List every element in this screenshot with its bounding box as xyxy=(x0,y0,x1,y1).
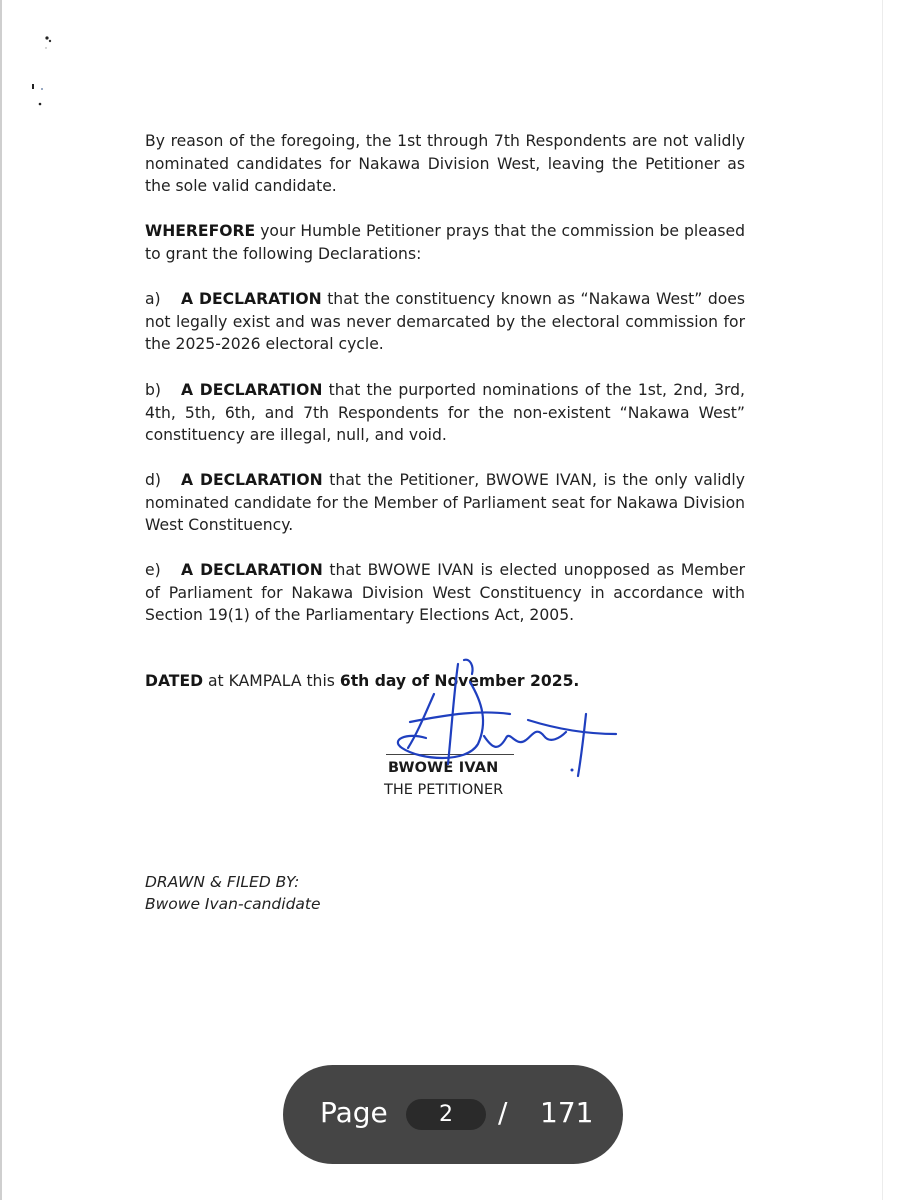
dated-date: 6th day of November 2025. xyxy=(339,672,580,690)
declaration-label: b) xyxy=(145,381,161,399)
declaration-e xyxy=(145,559,745,627)
paragraph-foregoing: By reason of the foregoing, the 1st through 7th Respondents are not validly nominated candidates for Nakawa Division West, leaving the Petitioner as the sole valid candidate. xyxy=(145,132,745,196)
declaration-bold: A DECLARATION xyxy=(181,561,323,579)
declaration-label: d) xyxy=(145,471,161,489)
page-navigator xyxy=(283,1065,623,1164)
declaration-label: e) xyxy=(145,561,161,579)
declaration-text: that the purported nominations of the 1st, 2nd, 3rd, 4th, 5th, 6th, and 7th Respondents for the non-existent “Nakawa West” constituency are illegal, null, and void. xyxy=(145,381,745,445)
declaration-text: that BWOWE IVAN is elected unopposed as Member of Parliament for Nakawa Division West Constituency in accordance with Section 19(1) of the Parliamentary Elections Act, 2005. xyxy=(145,561,745,625)
signatory-role: THE PETITIONER xyxy=(384,782,504,798)
total-pages: 171 xyxy=(540,1096,594,1129)
declaration-bold: A DECLARATION xyxy=(181,290,322,308)
page-label: Page xyxy=(320,1096,388,1129)
dated-text: at KAMPALA this xyxy=(203,672,340,690)
declaration-text: that the constituency known as “Nakawa West” does not legally exist and was never demarcated by the electoral commission for the 2025-2026 electoral cycle. xyxy=(145,290,746,354)
declaration-b xyxy=(145,379,745,447)
declaration-d xyxy=(145,469,745,537)
paragraph-wherefore xyxy=(145,220,745,265)
declaration-label: a) xyxy=(145,290,161,308)
declaration-bold: A DECLARATION xyxy=(181,381,323,399)
wherefore-text: your Humble Petitioner prays that the commission be pleased to grant the following Declarations: xyxy=(145,222,745,263)
declaration-text: that the Petitioner, BWOWE IVAN, is the only validly nominated candidate for the Member of Parliament seat for Nakawa Division West Constituency. xyxy=(145,471,745,535)
declaration-bold: A DECLARATION xyxy=(181,471,323,489)
drawn-filed-name: Bwowe Ivan-candidate xyxy=(145,895,321,913)
page-number-input[interactable] xyxy=(406,1099,486,1130)
wherefore-bold: WHEREFORE xyxy=(145,222,256,240)
scan-specks xyxy=(26,28,66,118)
declaration-a xyxy=(145,288,745,356)
page-separator: / xyxy=(498,1096,508,1129)
dated-bold: DATED xyxy=(145,672,204,690)
handwritten-signature xyxy=(360,652,620,784)
drawn-filed-label: DRAWN & FILED BY: xyxy=(145,873,300,891)
signatory-name: BWOWE IVAN xyxy=(388,760,499,776)
